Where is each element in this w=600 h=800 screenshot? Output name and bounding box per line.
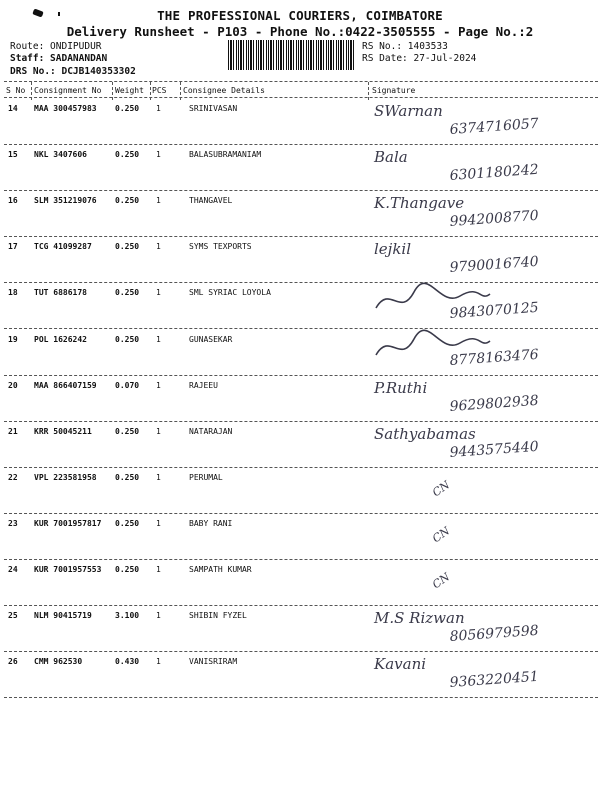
serial-number: 19 [8,334,18,344]
signature-text: M.S Rizwan [374,609,465,628]
weight-value: 0.250 [115,288,140,298]
serial-number: 22 [8,472,18,482]
pieces-count: 1 [156,196,161,206]
consignee-name: SAMPATH KUMAR [189,565,252,574]
col-divider [180,82,181,100]
weight-value: 0.250 [115,518,140,528]
weight-value: 0.250 [115,242,140,252]
consignment-number: NKL 3407606 [34,150,87,160]
signature-text: CN [430,478,453,500]
table-top-rule [4,81,598,82]
consignment-number: SLM 351219076 [34,196,97,206]
col-divider [150,82,151,100]
signature-text: P.Ruthi [374,378,428,397]
serial-number: 26 [8,657,18,667]
serial-number: 21 [8,426,18,436]
barcode [228,40,354,70]
signature-phone: 9843070125 [449,300,540,323]
signature-phone: 9629802938 [449,392,540,415]
signature-phone: 9790016740 [449,254,540,277]
consignee-name: SML SYRIAC LOYOLA [189,288,271,298]
consignment-number: KUR 7001957553 [34,565,102,574]
pieces-count: 1 [156,242,161,252]
signature-text: Bala [374,148,408,167]
drs-number: DRS No.: DCJB140353302 [10,66,136,77]
consignment-number: VPL 223581958 [34,472,97,482]
consignment-number: CMM 962530 [34,657,83,667]
signature-text: lejkil [374,240,412,259]
pieces-count: 1 [156,472,161,482]
serial-number: 23 [8,518,18,528]
consignee-name: SHIBIN FYZEL [189,611,247,621]
consignee-name: NATARAJAN [189,426,233,436]
staff-label: Staff: SADANANDAN [10,53,108,64]
serial-number: 15 [8,150,18,160]
runsheet-subtitle: Delivery Runsheet - P103 - Phone No.:0422-3505555 - Page No.:2 [66,24,534,39]
col-header-consignment: Consignment No [34,86,102,95]
table-row [0,653,600,703]
consignee-name: VANISRIRAM [189,657,238,667]
pieces-count: 1 [156,288,161,298]
weight-value: 0.250 [115,150,140,160]
consignee-name: THANGAVEL [189,196,233,206]
route-label: Route: ONDIPUDUR [10,41,102,52]
signature-phone: 9443575440 [449,438,540,461]
signature-phone: 8056979598 [449,622,540,646]
signature-text: K.Thangave [374,194,465,213]
consignee-name: GUNASEKAR [189,334,233,344]
consignment-number: NLM 90415719 [34,611,92,621]
col-divider [368,82,369,100]
signature-text: CN [430,524,453,546]
weight-value: 0.250 [115,472,140,482]
signature-text: CN [430,570,453,592]
consignee-name: SYMS TEXPORTS [189,242,252,252]
serial-number: 16 [8,196,18,206]
weight-value: 0.430 [115,657,140,667]
serial-number: 20 [8,380,18,390]
signature-phone: 6374716057 [449,115,540,138]
pieces-count: 1 [156,334,161,344]
consignment-number: POL 1626242 [34,334,87,344]
consignment-number: MAA 866407159 [34,380,97,390]
consignment-number: TCG 41099287 [34,242,92,252]
consignment-number: KUR 7001957817 [34,518,102,528]
weight-value: 0.250 [115,104,140,113]
pieces-count: 1 [156,657,161,667]
pieces-count: 1 [156,611,161,621]
weight-value: 0.070 [115,380,140,390]
col-header-signature: Signature [372,86,416,95]
weight-value: 0.250 [115,334,140,344]
rs-number: RS No.: 1403533 [362,41,448,52]
pieces-count: 1 [156,518,161,528]
col-divider [112,82,113,100]
weight-value: 0.250 [115,426,140,436]
signature-phone: 6301180242 [449,161,540,185]
consignment-number: MAA 300457983 [34,104,97,113]
serial-number: 14 [8,104,18,113]
signature-area [370,647,595,701]
serial-number: 25 [8,611,18,621]
signature-text: Kavani [374,655,427,674]
col-header-sno: S No [6,86,26,95]
pieces-count: 1 [156,565,161,574]
pieces-count: 1 [156,426,161,436]
company-title: THE PROFESSIONAL COURIERS, COIMBATORE [157,8,443,23]
consignment-number: TUT 6886178 [34,288,87,298]
signature-phone: 9363220451 [449,669,540,692]
consignee-name: PERUMAL [189,472,223,482]
serial-number: 18 [8,288,18,298]
col-header-pcs: PCS [152,86,167,95]
consignment-number: KRR 50045211 [34,426,92,436]
consignee-name: BALASUBRAMANIAM [189,150,262,160]
consignee-name: BABY RANI [189,518,233,528]
serial-number: 17 [8,242,18,252]
pieces-count: 1 [156,104,161,113]
col-header-consignee: Consignee Details [183,86,265,95]
pieces-count: 1 [156,150,161,160]
signature-text: Sathyabamas [374,424,476,443]
weight-value: 0.250 [115,565,140,574]
weight-value: 3.100 [115,611,140,621]
handwritten-signature [370,647,595,701]
rs-date: RS Date: 27-Jul-2024 [362,53,477,64]
consignee-name: RAJEEU [189,380,218,390]
weight-value: 0.250 [115,196,140,206]
signature-phone: 9942008770 [449,208,540,231]
signature-phone: 8778163476 [449,346,540,369]
col-header-weight: Weight [115,86,144,95]
consignee-name: SRINIVASAN [189,104,238,113]
serial-number: 24 [8,565,18,574]
row-separator [4,697,598,698]
signature-text: SWarnan [374,102,443,120]
pieces-count: 1 [156,380,161,390]
col-divider [31,82,32,100]
